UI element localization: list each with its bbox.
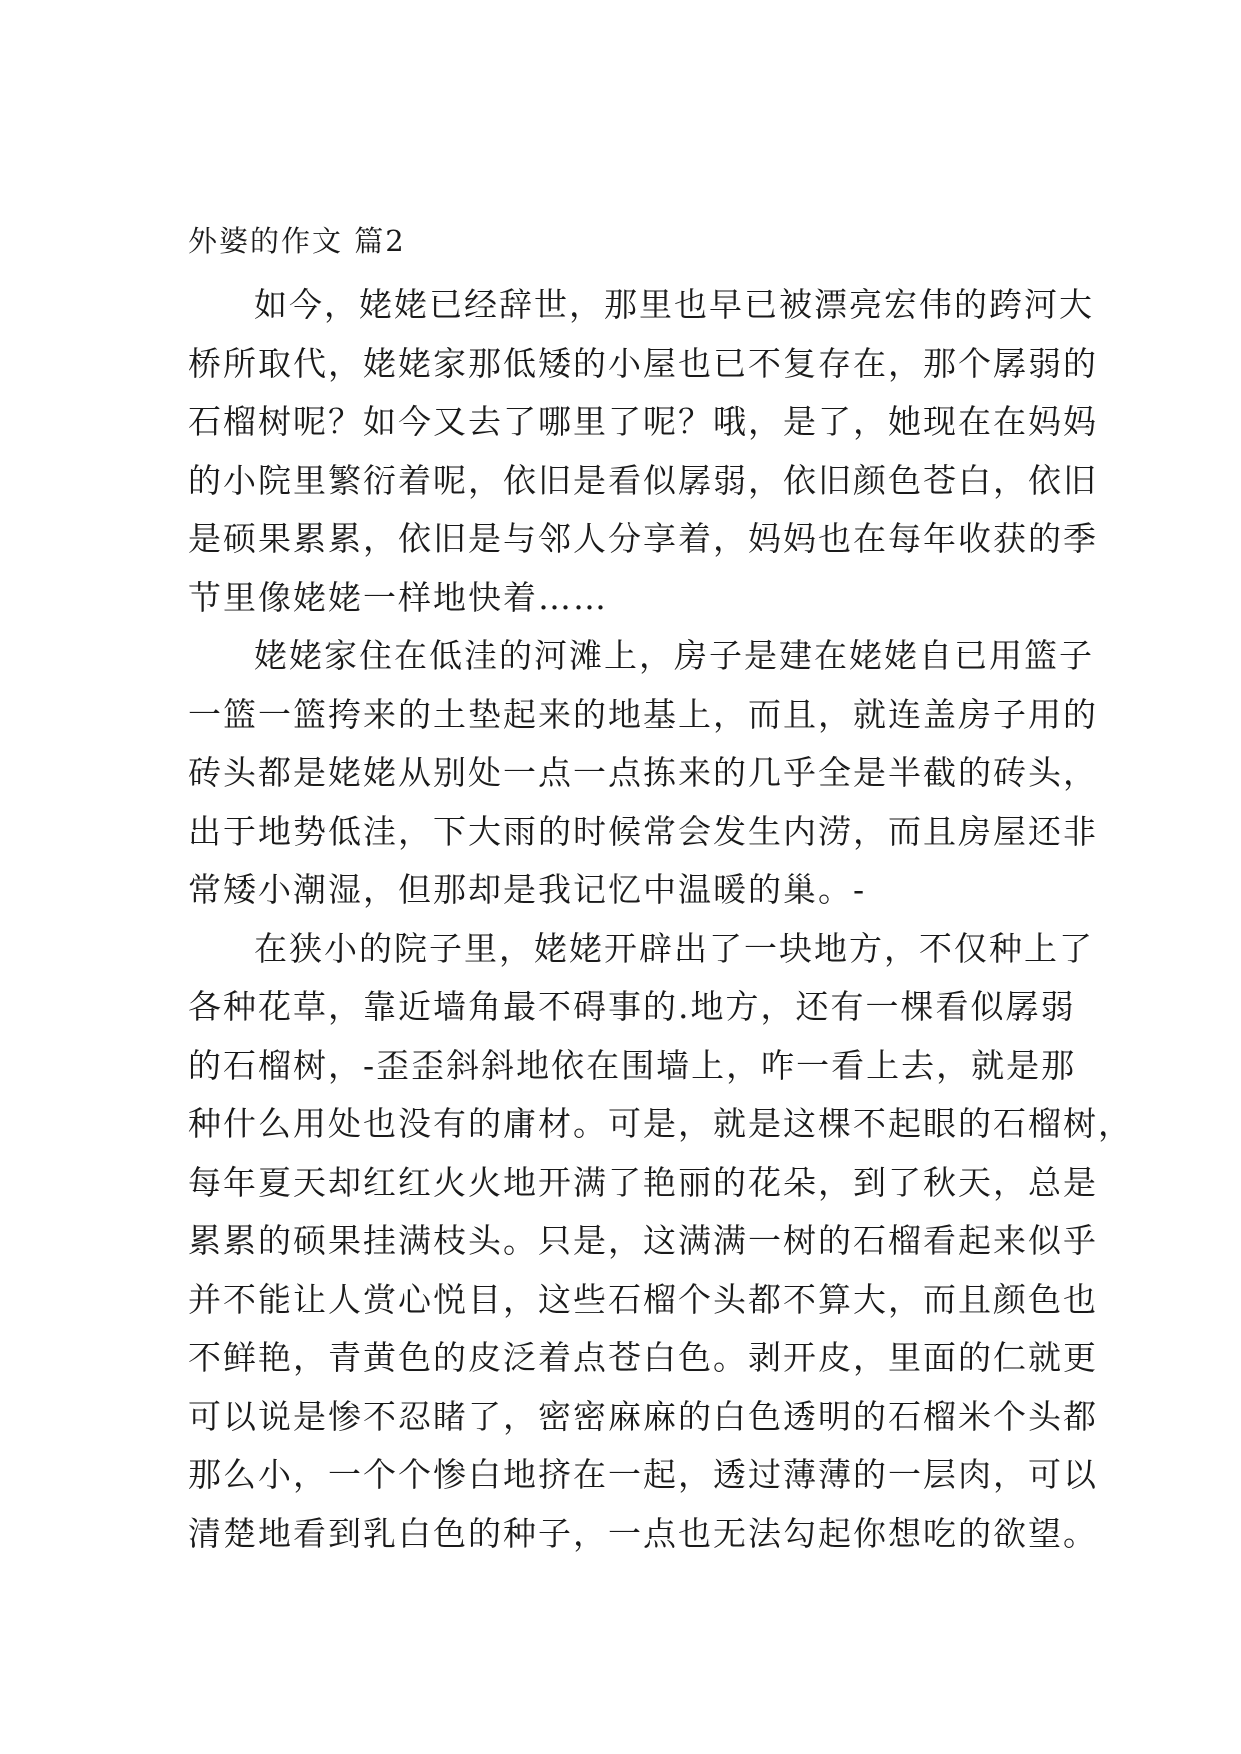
paragraph-3 [188,920,1133,1564]
paragraph-line: 常矮小潮湿，但那却是我记忆中温暖的巢。- [188,870,867,909]
paragraph-line: 砖头都是姥姥从别处一点一点拣来的几乎全是半截的砖头， [188,753,1098,792]
paragraph-line: 姥姥家住在低洼的河滩上，房子是建在姥姥自已用篮子 [254,636,1094,675]
paragraph-line: 出于地势低洼，下大雨的时候常会发生内涝，而且房屋还非 [188,811,1098,851]
paragraph-line: 并不能让人赏心悦目，这些石榴个头都不算大，而且颜色也 [188,1279,1098,1319]
paragraph-line: 种什么用处也没有的庸材。可是，就是这棵不起眼的石榴树， [188,1104,1133,1143]
paragraph-line: 在狭小的院子里，姥姥开辟出了一块地方，不仅种上了 [254,928,1094,968]
paragraph-line: 石榴树呢？如今又去了哪里了呢？哦，是了，她现在在妈妈 [188,402,1098,441]
paragraph-line: 的小院里繁衍着呢，依旧是看似孱弱，依旧颜色苍白，依旧 [188,460,1098,500]
paragraph-line: 是硕果累累，依旧是与邻人分享着，妈妈也在每年收获的季 [188,519,1098,558]
paragraph-line: 那么小，一个个惨白地挤在一起，透过薄薄的一层肉，可以 [188,1455,1098,1494]
paragraph-line: 各种花草，靠近墙角最不碍事的.地方，还有一棵看似孱弱 [188,987,1076,1026]
paragraph-line: 不鲜艳，青黄色的皮泛着点苍白色。剥开皮，里面的仁就更 [188,1338,1098,1377]
paragraph-line: 桥所取代，姥姥家那低矮的小屋也已不复存在，那个孱弱的 [188,343,1098,383]
document-page [188,220,1133,1563]
paragraph-2 [188,627,1098,920]
document-title: 外婆的作文 篇2 [188,224,406,258]
paragraph-line: 清楚地看到乳白色的种子，一点也无法勾起你想吃的欲望。 [188,1513,1098,1553]
paragraph-1 [188,276,1098,627]
paragraph-line: 累累的硕果挂满枝头。只是，这满满一树的石榴看起来似乎 [188,1221,1098,1260]
paragraph-line: 节里像姥姥一样地快着…… [188,577,608,617]
paragraph-line: 一篮一篮挎来的土垫起来的地基上，而且，就连盖房子用的 [188,694,1098,734]
paragraph-line: 每年夏天却红红火火地开满了艳丽的花朵，到了秋天，总是 [188,1162,1098,1202]
paragraph-line: 如今，姥姥已经辞世，那里也早已被漂亮宏伟的跨河大 [254,285,1094,324]
paragraph-line: 的石榴树，-歪歪斜斜地依在围墙上，咋一看上去，就是那 [188,1045,1077,1085]
paragraph-line: 可以说是惨不忍睹了，密密麻麻的白色透明的石榴米个头都 [188,1396,1098,1436]
